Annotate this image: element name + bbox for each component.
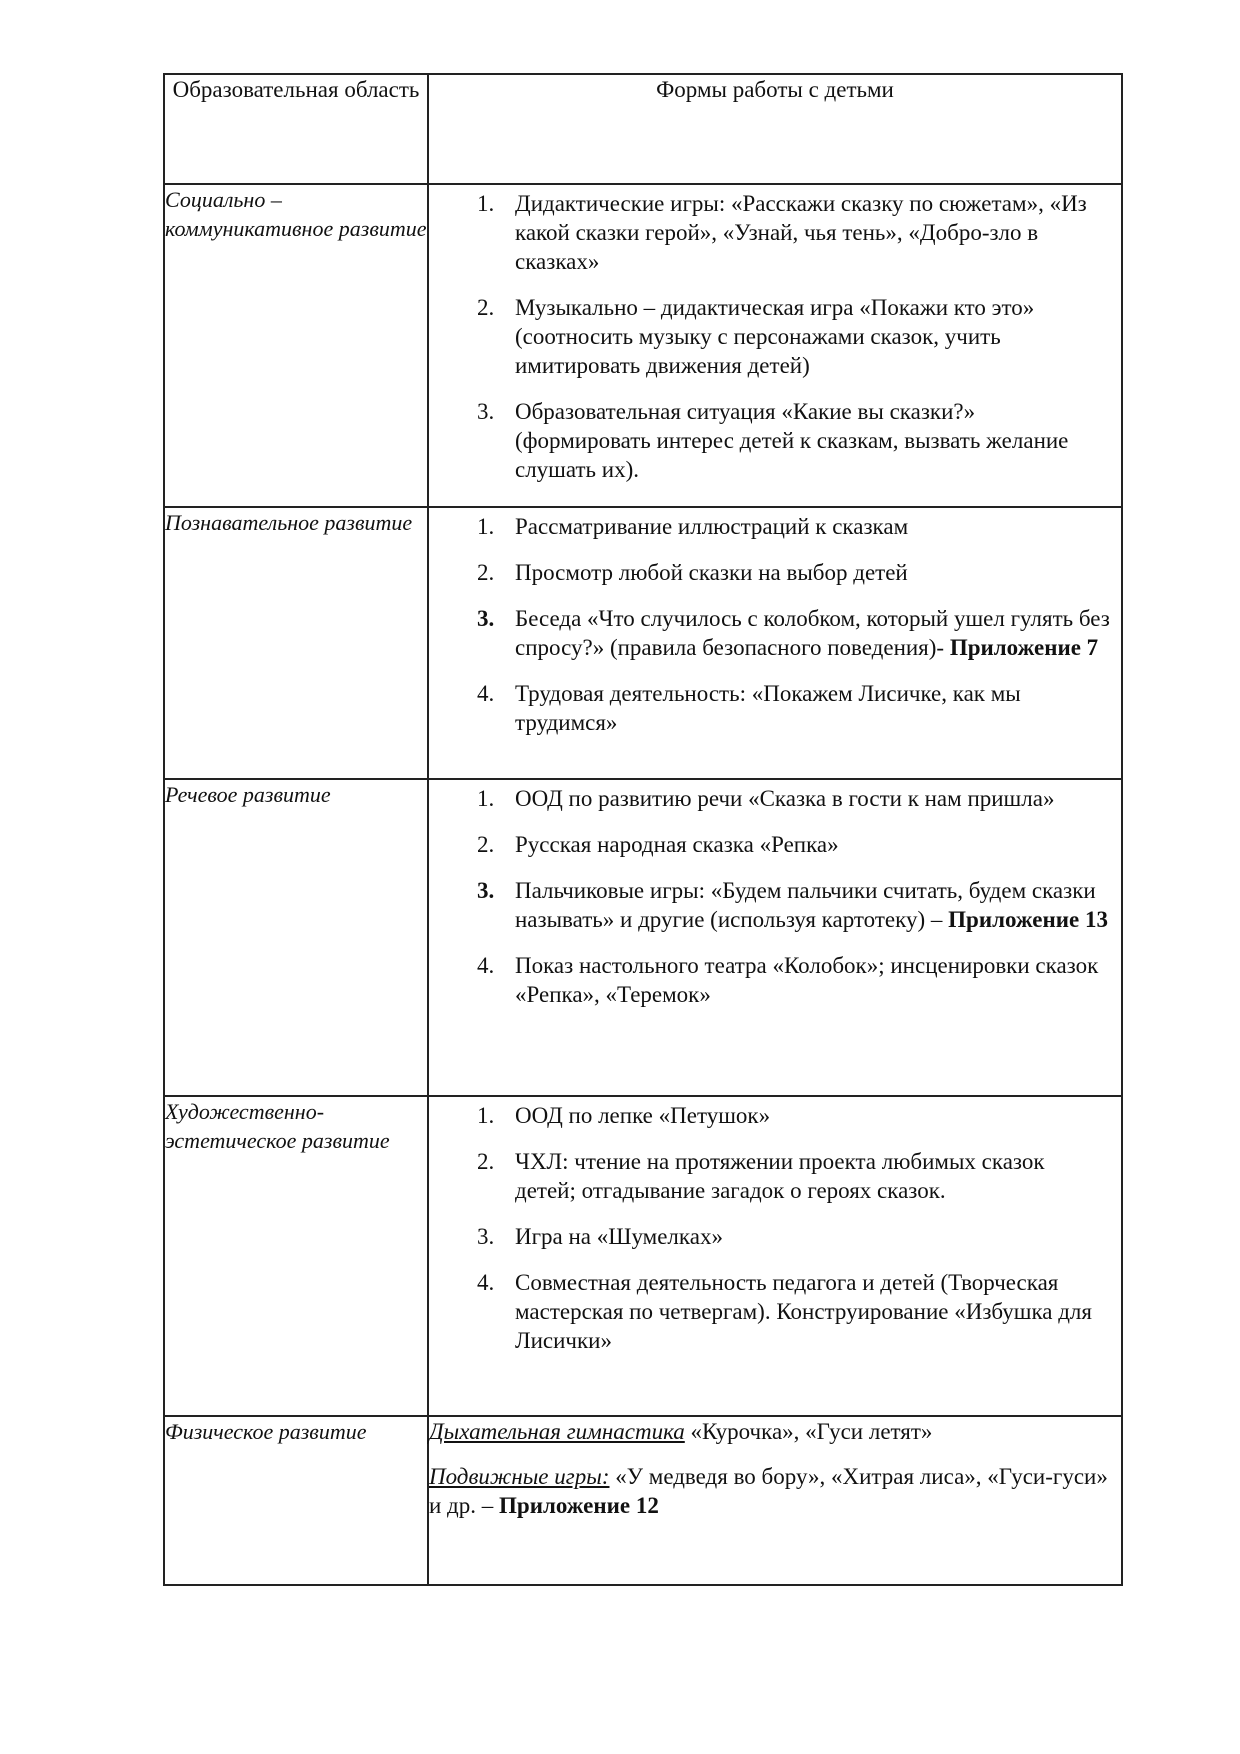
list-item: 2. Музыкально – дидактическая игра «Покажи кто это» (соотносить музыку с персонажами сказок, учить имитировать движения детей) xyxy=(477,295,1035,378)
physical-paragraph-1: Дыхательная гимнастика «Курочка», «Гуси летят» xyxy=(429,1419,933,1444)
area-cell xyxy=(164,779,428,1096)
physical-paragraph-2: Подвижные игры: «У медведя во бору», «Хитрая лиса», «Гуси-гуси» и др. – Приложение 12 xyxy=(429,1464,1108,1518)
table-header-row xyxy=(164,74,1122,184)
area-label: Речевое развитие xyxy=(165,782,331,807)
area-cell xyxy=(164,1416,428,1585)
table-row xyxy=(164,779,1122,1096)
forms-list xyxy=(429,185,1121,484)
forms-list xyxy=(429,508,1121,737)
area-cell xyxy=(164,1096,428,1416)
table-row xyxy=(164,1416,1122,1585)
list-item: 3. Пальчиковые игры: «Будем пальчики считать, будем сказки называть» и другие (используя картотеку) – Приложение 13 xyxy=(477,878,1108,932)
area-label: Физическое развитие xyxy=(165,1419,367,1444)
list-item: 1. ООД по лепке «Петушок» xyxy=(477,1103,771,1128)
header-area xyxy=(164,74,428,184)
appendix-ref: Приложение 7 xyxy=(949,635,1099,660)
header-forms-label: Формы работы с детьми xyxy=(656,77,894,102)
forms-cell xyxy=(428,507,1122,779)
area-label: Художественно-эстетическое развитие xyxy=(165,1099,390,1153)
list-item: 4. Трудовая деятельность: «Покажем Лисичке, как мы трудимся» xyxy=(477,681,1021,735)
table-row xyxy=(164,1096,1122,1416)
forms-list xyxy=(429,780,1121,1009)
header-forms xyxy=(428,74,1122,184)
list-item: 2. Просмотр любой сказки на выбор детей xyxy=(477,560,908,585)
area-cell xyxy=(164,184,428,507)
forms-list xyxy=(429,1097,1121,1355)
list-item: 4. Показ настольного театра «Колобок»; инсценировки сказок «Репка», «Теремок» xyxy=(477,953,1099,1007)
area-label: Познавательное развитие xyxy=(165,510,413,535)
education-areas-table xyxy=(163,73,1123,1586)
list-item: 1. ООД по развитию речи «Сказка в гости к нам пришла» xyxy=(477,786,1055,811)
forms-cell xyxy=(428,1096,1122,1416)
list-item: 3. Беседа «Что случилось с колобком, который ушел гулять без спросу?» (правила безопасного поведения)- Приложение 7 xyxy=(477,606,1110,660)
list-item: 3. Игра на «Шумелках» xyxy=(477,1224,723,1249)
list-item: 2. ЧХЛ: чтение на протяжении проекта любимых сказок детей; отгадывание загадок о героях сказок. xyxy=(477,1149,1045,1203)
list-item: 3. Образовательная ситуация «Какие вы сказки?» (формировать интерес детей к сказкам, вызвать желание слушать их). xyxy=(477,399,1069,482)
area-label: Социально – коммуникативное развитие xyxy=(165,187,427,241)
forms-cell xyxy=(428,184,1122,507)
forms-cell xyxy=(428,1416,1122,1585)
area-cell xyxy=(164,507,428,779)
header-area-label: Образовательная область xyxy=(172,77,420,102)
list-item: 1. Рассматривание иллюстраций к сказкам xyxy=(477,514,909,539)
table-row xyxy=(164,184,1122,507)
list-item: 4. Совместная деятельность педагога и детей (Творческая мастерская по четвергам). Конструирование «Избушка для Лисички» xyxy=(477,1270,1092,1353)
appendix-ref: Приложение 13 xyxy=(948,907,1108,932)
list-item: 2. Русская народная сказка «Репка» xyxy=(477,832,839,857)
appendix-ref: Приложение 12 xyxy=(499,1493,659,1518)
table-row xyxy=(164,507,1122,779)
forms-cell xyxy=(428,779,1122,1096)
list-item: 1. Дидактические игры: «Расскажи сказку по сюжетам», «Из какой сказки герой», «Узнай, чья тень», «Добро-зло в сказках» xyxy=(477,191,1087,274)
